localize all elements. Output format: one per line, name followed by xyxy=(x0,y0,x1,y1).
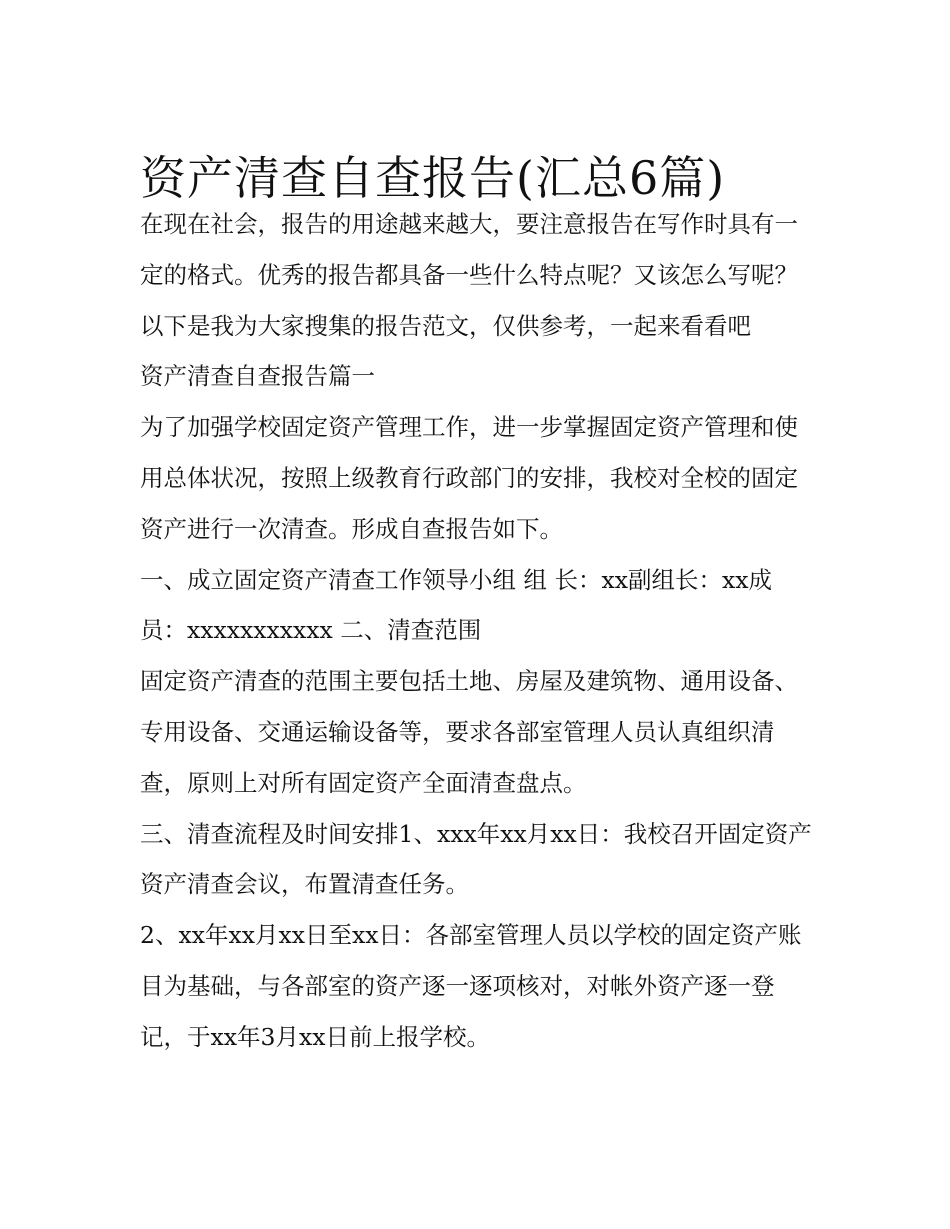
body-paragraph: 为了加强学校固定资产管理工作，进一步掌握固定资产管理和使用总体状况，按照上级教育行政部门的安排，我校对全校的固定资产进行一次清查。形成自查报告如下。 xyxy=(140,413,798,543)
intro-paragraph: 在现在社会，报告的用途越来越大，要注意报告在写作时具有一定的格式。优秀的报告都具备一些什么特点呢？又该怎么写呢？以下是我为大家搜集的报告范文，仅供参考，一起来看看吧 xyxy=(140,210,798,340)
body-paragraph: 固定资产清查的范围主要包括土地、房屋及建筑物、通用设备、专用设备、交通运输设备等，要求各部室管理人员认真组织清查，原则上对所有固定资产全面清查盘点。 xyxy=(140,667,798,797)
body-paragraph: 三、清查流程及时间安排1、xxx年xx月xx日：我校召开固定资产资产清查会议，布置清查任务。 xyxy=(140,819,812,899)
body-paragraph: 一、成立固定资产清查工作领导小组 组 长：xx副组长：xx成员：xxxxxxxxxxx 二、清查范围 xyxy=(140,565,772,645)
document-title: 资产清查自查报告(汇总6篇) xyxy=(140,150,726,205)
document-body xyxy=(140,199,812,1063)
body-paragraph: 2、xx年xx月xx日至xx日：各部室管理人员以学校的固定资产账目为基础，与各部室的资产逐一逐项核对，对帐外资产逐一登记，于xx年3月xx日前上报学校。 xyxy=(140,921,802,1051)
section-heading-1: 资产清查自查报告篇一 xyxy=(140,362,375,391)
